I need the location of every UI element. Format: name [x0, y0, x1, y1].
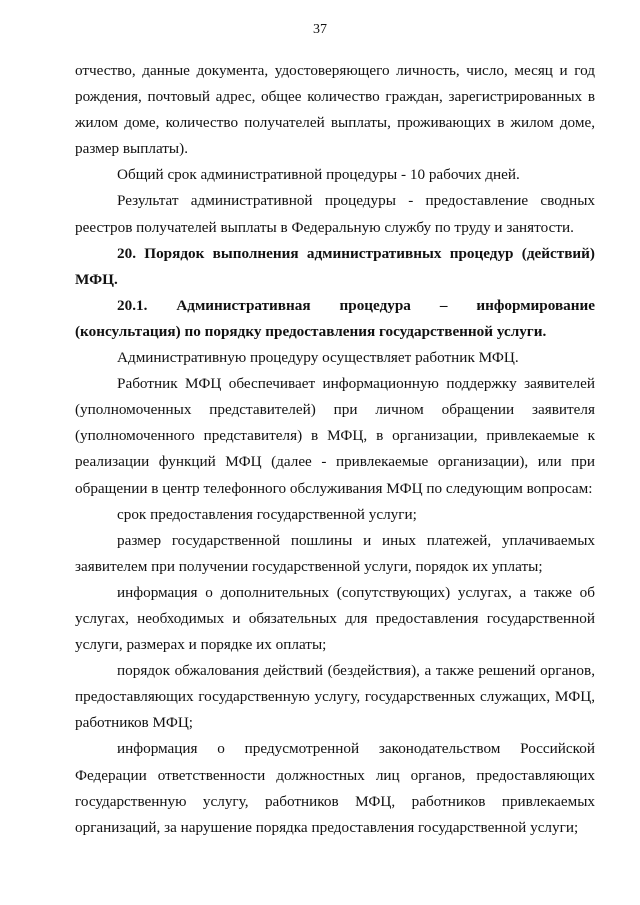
list-item-term: срок предоставления государственной услуги; [117, 505, 417, 523]
subsection-heading-20-1: 20.1. Административная процедура – информирование (консультация) по порядку предоставления государственной услуги. [75, 296, 595, 340]
paragraph-continuation: отчество, данные документа, удостоверяющего личность, число, месяц и год рождения, почтовый адрес, общее количество граждан, зарегистрированных в жилом доме, количество получателей выплаты, проживающих в жилом доме, размер выплаты). [75, 62, 595, 158]
list-item-appeal: порядок обжалования действий (бездействия), а также решений органов, предоставляющих государственную услугу, государственных служащих, МФЦ, работников МФЦ; [75, 662, 595, 732]
list-item-additional-services: информация о дополнительных (сопутствующих) услугах, а также об услугах, необходимых и обязательных для предоставления государственной услуги, размерах и порядке их оплаты; [75, 583, 595, 654]
section-heading-20: 20. Порядок выполнения административных процедур (действий) МФЦ. [75, 244, 595, 288]
paragraph-info-support: Работник МФЦ обеспечивает информационную поддержку заявителей (уполномоченных представителей) при личном обращении заявителя (уполномоченного представителя) в МФЦ, в организации, привлекаемые к реализации функций МФЦ (далее - привлекаемые организации), или при обращении в центр телефонного обслуживания МФЦ по следующим вопросам: [75, 375, 595, 497]
document-body [75, 58, 595, 841]
paragraph-procedure-term: Общий срок административной процедуры - 10 рабочих дней. [117, 166, 520, 184]
list-item-liability: информация о предусмотренной законодательством Российской Федерации ответственности должностных лиц органов, предоставляющих государственную услугу, работников МФЦ, работников привлекаемых организаций, за нарушение порядка предоставления государственной услуги; [75, 740, 595, 836]
list-item-fee: размер государственной пошлины и иных платежей, уплачиваемых заявителем при получении государственной услуги, порядок их уплаты; [75, 531, 595, 575]
page-number: 37 [313, 22, 327, 37]
paragraph-responsible: Административную процедуру осуществляет работник МФЦ. [117, 349, 519, 367]
paragraph-procedure-result: Результат административной процедуры - предоставление сводных реестров получателей выплаты в Федеральную службу по труду и занятости. [75, 192, 595, 236]
